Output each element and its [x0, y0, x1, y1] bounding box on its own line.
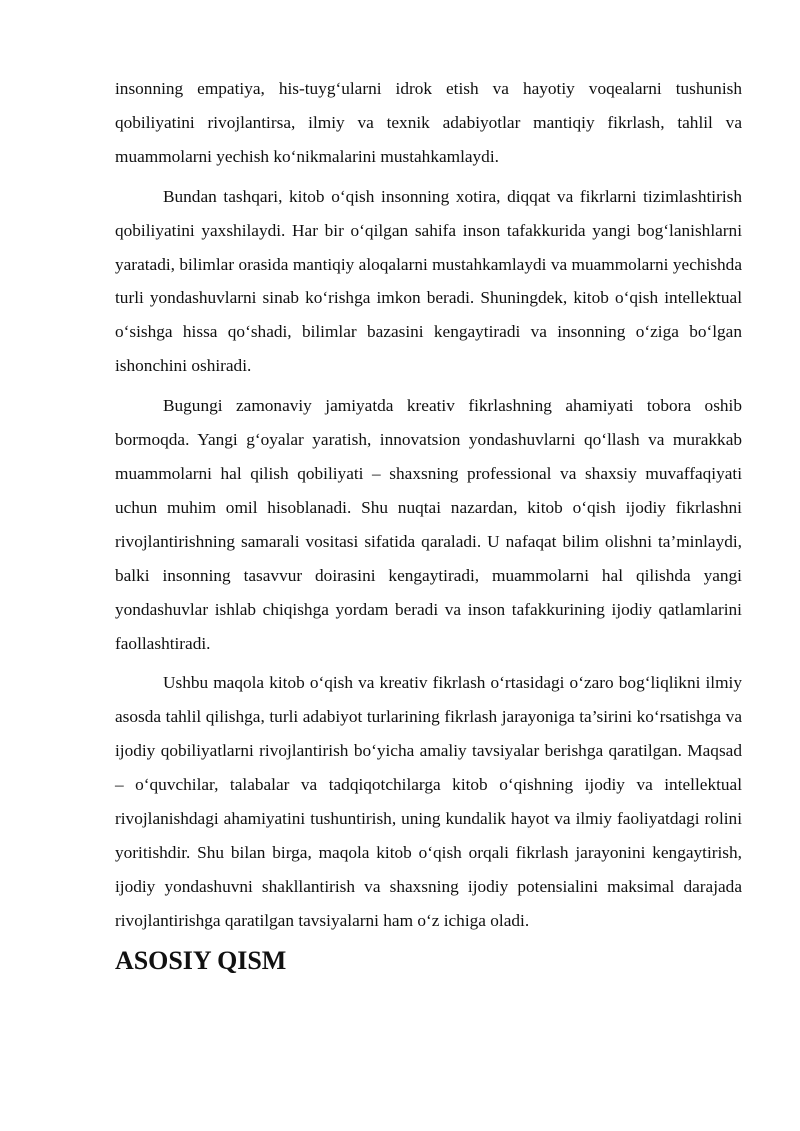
- paragraph-article-purpose: Ushbu maqola kitob o‘qish va kreativ fikrlash o‘rtasidagi o‘zaro bog‘liqlikni ilmiy asosda tahlil qilishga, turli adabiyot turlarining fikrlash jarayoniga ta’sirini ko‘rsatishga va ijodiy qobiliyatlarni rivojlantirish bo‘yicha amaliy tavsiyalar berishga qaratilgan. Maqsad – o‘quvchilar, talabalar va tadqiqotchilarga kitob o‘qishning ijodiy va intellektual rivojlanishdagi ahamiyatini tushuntirish, uning kundalik hayot va ilmiy faoliyatdagi rolini yoritishdir. Shu bilan birga, maqola kitob o‘qish orqali fikrlash jarayonini kengaytirish, ijodiy yondashuvni shakllantirish va shaxsning ijodiy potensialini maksimal darajada rivojlantirishga qaratilgan tavsiyalarni ham o‘z ichiga oladi.: [115, 673, 742, 930]
- paragraph-continuation: insonning empatiya, his-tuyg‘ularni idrok etish va hayotiy voqealarni tushunish qobiliyatini rivojlantirsa, ilmiy va texnik adabiyotlar mantiqiy fikrlash, tahlil va muammolarni yechish ko‘nikmalarini mustahkamlaydi.: [115, 79, 742, 166]
- paragraph-memory-attention: Bundan tashqari, kitob o‘qish insonning xotira, diqqat va fikrlarni tizimlashtirish qobiliyatini yaxshilaydi. Har bir o‘qilgan sahifa inson tafakkurida yangi bog‘lanishlarni yaratadi, bilimlar orasida mantiqiy aloqalarni mustahkamlaydi va muammolarni yechishda turli yondashuvlarni sinab ko‘rishga imkon beradi. Shuningdek, kitob o‘qish intellektual o‘sishga hissa qo‘shadi, bilimlar bazasini kengaytiradi va insonning o‘ziga bo‘lgan ishonchini oshiradi.: [115, 186, 742, 376]
- section-heading: ASOSIY QISM: [115, 945, 287, 975]
- document-body: [115, 72, 742, 978]
- paragraph-creative-thinking: Bugungi zamonaviy jamiyatda kreativ fikrlashning ahamiyati tobora oshib bormoqda. Yangi g‘oyalar yaratish, innovatsion yondashuvlarni qo‘llash va murakkab muammolarni hal qilish qobiliyati – shaxsning professional va shaxsiy muvaffaqiyati uchun muhim omil hisoblanadi. Shu nuqtai nazardan, kitob o‘qish ijodiy fikrlashni rivojlantirishning samarali vositasi sifatida qaraladi. U nafaqat bilim olishni ta’minlaydi, balki insonning tasavvur doirasini kengaytiradi, muammolarni hal qilishda yangi yondashuvlar ishlab chiqishga yordam beradi va inson tafakkurining ijodiy qatlamlarini faollashtiradi.: [115, 396, 742, 653]
